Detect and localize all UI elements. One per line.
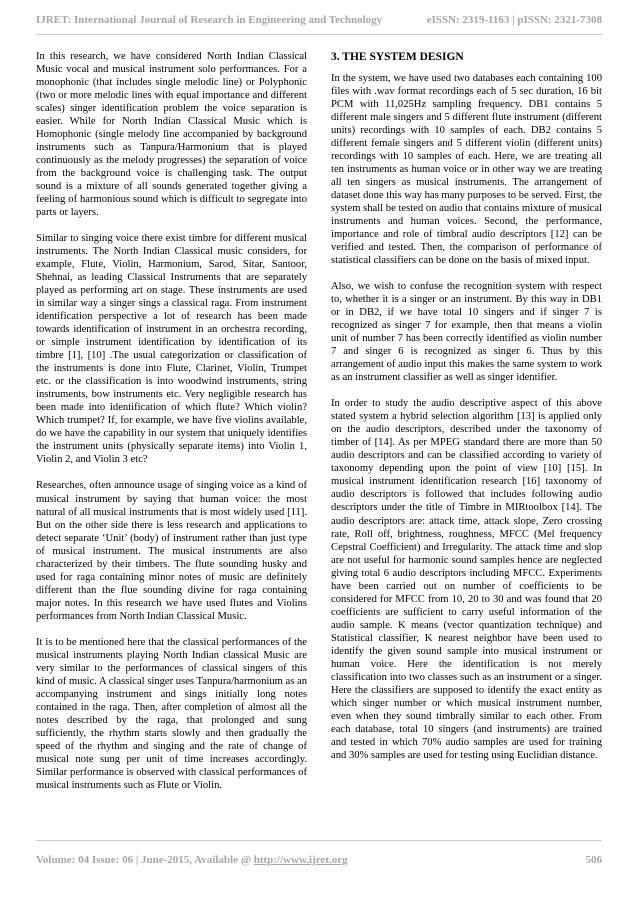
paragraph-audio-descriptors: In order to study the audio descriptive aspect of this above stated system a hybrid selection algorithm [13] is applied only on the audio descriptors, described under the taxonomy of timber of [14]. As per MPEG standard there are more than 50 audio descriptors and can be classified according to variety of taxonomy depending upon the point of view [10] [15]. In musical instrument identification research [16] taxonomy of audio descriptors is followed that includes following audio descriptors under the title of Timbre in MIRtoolbox [14]. The audio descriptors are: attack time, attack slope, Zero crossing rate, Roll off, brightness, roughness, MFCC (Mel frequency Cepstral Coefficient) and Irregularity. The attack time and slop are not useful for harmonic sound samples hence are neglected giving total 6 audio descriptors including MFCC. Experiments have been carried out on number of coefficients to be considered for MFCC from 10, 20 to 30 and was found that 20 coefficients are sufficient to carry useful information of the audio sample. K means (vector quantization technique) and Statistical classifier, K nearest neighbor have been used to identify the given sound sample into musical instrument or human voice. Here the identification is not merely classification into two classes such as an instrument or a singer. Here the classifiers are supposed to identify the exact entity as which singer number or which musical instrument number, even when they sound timbrally similar to each other. From each database, total 10 singers (and instruments) are trained and tested in which 70% audio samples are used for training and 30% samples are used for testing using Euclidian distance. — [331, 398, 602, 761]
paragraph-singing-voice-instrument: Researches, often announce usage of singing voice as a kind of musical instrument by saying that human voice: the most natural of all musical instruments that is most widely used [11]. But on the other side there is less research and applications to detect separate ‘Unit’ (body) of instrument rather than just type of musical instrument. The musical instruments are also characterized by their timbers. The flute sounding husky and used for raga containing minor notes of music are definitely different than the flue sounding divine for raga containing major notes. In this research we have used flutes and Violins performances from North Indian Classical Music. — [36, 480, 307, 622]
right-column — [331, 50, 602, 775]
page-number: 506 — [585, 854, 602, 866]
paragraph-databases: In the system, we have used two databases each containing 100 files with .wav format recordings each of 5 sec duration, 16 bit PCM with 11,025Hz sampling frequency. DB1 contains 5 different male singers and 5 different flute instrument (different units) recordings with 10 samples of each. DB2 contains 5 different female singers and 5 different violin (different units) recordings with 10 samples of each. Here, we are treating all ten instruments as human voice or in other way we are treating all ten singers as musical instruments. The arrangement of dataset done this way has many purposes to be served. First, the system shall be tested on audio that contains mixture of musical instruments and human voices. Second, the performance, importance and role of timbral audio descriptors [12] can be verified and tested. Then, the comparison of performance of statistical classifiers can be done on the basis of mixed input. — [331, 73, 602, 267]
journal-title: IJRET: International Journal of Research in Engineering and Technology — [36, 14, 383, 26]
paragraph-voice-separation: In this research, we have considered North Indian Classical Music vocal and musical instrument solo performances. For a monophonic (that includes single melodic line) or Polyphonic (two or more melodic lines with equal importance and different scales) singer identification problem the voice separation is easier. While for North Indian Classical Music which is Homophonic (single melody line accompanied by background instruments such as Tanpura/Harmonium that is played continuously as the melody progresses) the separation of voice from the background voice is challenging task. The output sound is a mixture of all sounds generated together giving a feeling of harmonious sound which is difficult to segregate into parts or layers. — [36, 51, 307, 219]
footer-volume-text: Volume: 04 Issue: 06 | June-2015, Available @ — [36, 854, 254, 866]
paragraph-classical-performances: It is to be mentioned here that the classical performances of the musical instruments playing North Indian classical Music are very similar to the performances of classical singers of this kind of music. A classical singer uses Tanpura/harmonium as an accompanying instrument and sings initially long notes contained in the raga. Then, after completion of almost all the notes described by the raga, that prolonged and sung sufficiently, the rhythm starts slowly and then gradually the speed of the rhythm and singing and the rate of change of musical note sung per unit of time increases accordingly. Similar performance is observed with classical performances of musical instruments such as Flute or Violin. — [36, 636, 307, 791]
footer-rule — [36, 840, 602, 841]
footer-volume-info — [36, 854, 348, 866]
issn-info: eISSN: 2319-1163 | pISSN: 2321-7308 — [426, 14, 602, 26]
header-rule — [36, 34, 602, 35]
journal-website-link[interactable]: http://www.ijret.org — [253, 854, 348, 866]
page-footer — [36, 854, 602, 870]
left-column — [36, 50, 307, 805]
paragraph-instrument-timbre: Similar to singing voice there exist timbre for different musical instruments. The North Indian Classical music considers, for example, Flute, Violin, Harmonium, Sarod, Sitar, Santoor, Shehnai, as leading Classical Instruments that are separately played as performing art on stage. These instruments are used in similar way a singer sings a classical raga. From instrument identification perspective a lot of research has been made towards identification of instrument in an orchestra recording, or simple instrument identification by identification of its timbre [1], [10] .The usual categorization or classification of the instruments is done into Flute, Clarinet, Violin, Trumpet etc. or the classification is into woodwind instruments, string instruments, bow instruments etc. Very negligible research has been made into identification of which flute? Which violin? Which trumpet? If, for example, we have five violins available, do we have the capability in our system that uniquely identifies the instrument units (physically separate items) into Violin 1, Violin 2, and Violin 3 etc? — [36, 233, 307, 466]
paragraph-recognition-confusion: Also, we wish to confuse the recognition system with respect to, whether it is a singer or an instrument. By this way in DB1 or in DB2, if we have total 10 singers and if singer 7 is recognized as singer 7 for example, then that means a violin unit of number 7 has been correctly identified as violin number 7 and singer 6 is recognized as singer 6. Thus by this arrangement of audio input this makes the same system to work as an instrument classifier as well as singer identifier. — [331, 281, 602, 384]
section-heading: 3. THE SYSTEM DESIGN — [331, 51, 464, 63]
page-header — [36, 14, 602, 32]
